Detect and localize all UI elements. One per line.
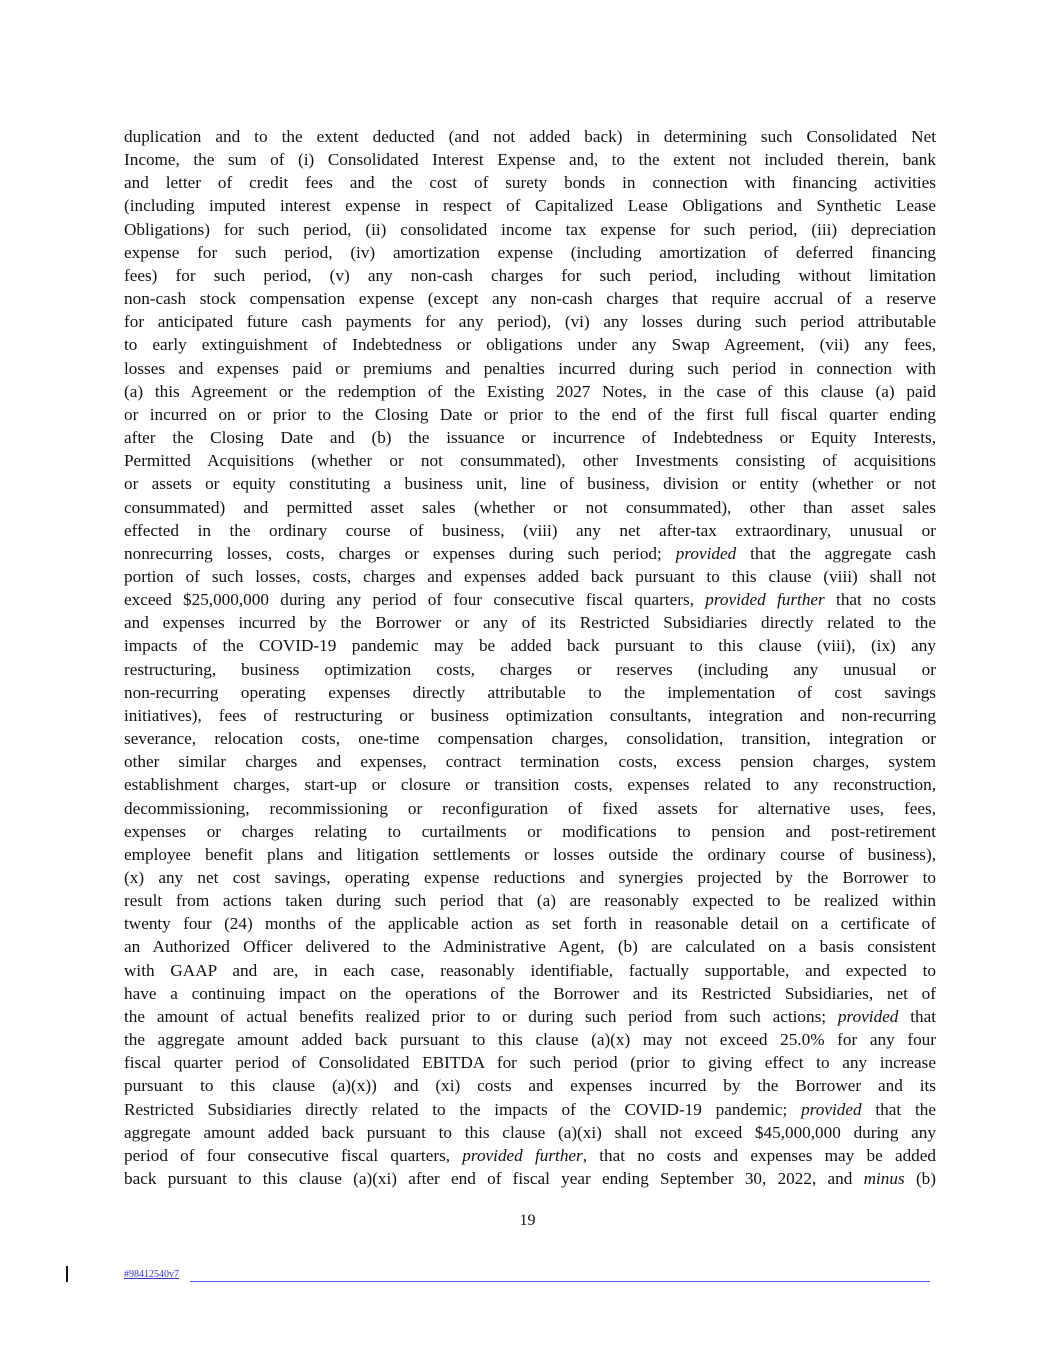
italic-term: provided [801, 1099, 862, 1119]
body-line: or incurred on or prior to the Closing Date or prior to the end of the first full fiscal quarter ending [124, 404, 936, 424]
body-line: (x) any net cost savings, operating expense reductions and synergies projected by the Borrower to [124, 868, 936, 887]
body-line: have a continuing impact on the operations of the Borrower and its Restricted Subsidiaries, net of [124, 983, 936, 1003]
italic-term: provided further [705, 590, 825, 610]
page-number: 19 [519, 1212, 536, 1229]
revision-bar [66, 1266, 68, 1282]
body-line: the amount of actual benefits realized prior to or during such period from such actions; provided that [124, 1006, 936, 1026]
body-line: (a) this Agreement or the redemption of the Existing 2027 Notes, in the case of this clause (a) paid [124, 381, 936, 401]
body-line: restructuring, business optimization costs, charges or reserves (including any unusual or [124, 659, 936, 679]
body-line: fees) for such period, (v) any non-cash charges for such period, including without limitation [124, 265, 936, 285]
body-line: consummated) and permitted asset sales (whether or not consummated), other than asset sales [124, 497, 936, 517]
body-line: effected in the ordinary course of business, (viii) any net after-tax extraordinary, unusual or [124, 520, 936, 540]
italic-term: minus [863, 1169, 905, 1189]
body-line: expenses or charges relating to curtailments or modifications to pension and post-retirement [124, 821, 936, 841]
italic-term: provided further [462, 1145, 583, 1165]
body-line: twenty four (24) months of the applicable action as set forth in reasonable detail on a certificate of [124, 914, 936, 934]
body-line: (including imputed interest expense in respect of Capitalized Lease Obligations and Synthetic Lease [124, 196, 936, 216]
body-line: with GAAP and are, in each case, reasonably identifiable, factually supportable, and expected to [124, 960, 936, 980]
body-line: employee benefit plans and litigation settlements or losses outside the ordinary course of business), [124, 844, 936, 864]
body-line: period of four consecutive fiscal quarters, provided further, that no costs and expenses may be added [124, 1145, 936, 1165]
body-line: back pursuant to this clause (a)(xi) after end of fiscal year ending September 30, 2022, and minus (b) [124, 1169, 936, 1189]
body-line: initiatives), fees of restructuring or business optimization consultants, integration and non-recurring [124, 705, 936, 725]
body-line: an Authorized Officer delivered to the Administrative Agent, (b) are calculated on a basis consistent [124, 937, 936, 957]
body-line: non-recurring operating expenses directly attributable to the implementation of cost savings [124, 682, 936, 702]
body-line: establishment charges, start-up or closure or transition costs, expenses related to any reconstruction, [124, 775, 936, 795]
body-line: Restricted Subsidiaries directly related to the impacts of the COVID-19 pandemic; provided that the [124, 1099, 936, 1119]
document-id-link[interactable]: #98412540v7 [124, 1269, 179, 1280]
body-line: result from actions taken during such period that (a) are reasonably expected to be realized within [124, 891, 936, 911]
body-line: losses and expenses paid or premiums and penalties incurred during such period in connection with [124, 358, 936, 378]
document-body [124, 125, 936, 1190]
italic-term: provided [675, 543, 737, 563]
footer-rule [190, 1281, 930, 1282]
body-line: fiscal quarter period of Consolidated EBITDA for such period (prior to giving effect to any increase [124, 1053, 936, 1073]
body-line: severance, relocation costs, one-time compensation charges, consolidation, transition, integration or [124, 729, 936, 749]
body-line: and expenses incurred by the Borrower or any of its Restricted Subsidiaries directly related to the [124, 613, 936, 633]
body-line: other similar charges and expenses, contract termination costs, excess pension charges, system [124, 752, 936, 772]
body-line: aggregate amount added back pursuant to this clause (a)(xi) shall not exceed $45,000,000 during any [124, 1122, 936, 1142]
body-line: duplication and to the extent deducted (and not added back) in determining such Consolidated Net [124, 127, 936, 146]
body-line: expense for such period, (iv) amortization expense (including amortization of deferred financing [124, 242, 936, 262]
body-line: to early extinguishment of Indebtedness or obligations under any Swap Agreement, (vii) any fees, [124, 335, 936, 355]
body-line: impacts of the COVID-19 pandemic may be added back pursuant to this clause (viii), (ix) any [124, 636, 936, 656]
body-line: nonrecurring losses, costs, charges or expenses during such period; provided that the aggregate cash [124, 543, 936, 563]
body-line: pursuant to this clause (a)(x)) and (xi) costs and expenses incurred by the Borrower and its [124, 1076, 936, 1096]
body-line: non-cash stock compensation expense (except any non-cash charges that require accrual of a reserve [124, 289, 936, 309]
italic-term: provided [837, 1006, 899, 1026]
body-line: Obligations) for such period, (ii) consolidated income tax expense for such period, (iii) depreciation [124, 219, 936, 239]
body-line: and letter of credit fees and the cost of surety bonds in connection with financing activities [124, 173, 936, 193]
body-line: or assets or equity constituting a business unit, line of business, division or entity (whether or not [124, 474, 936, 494]
body-line: exceed $25,000,000 during any period of four consecutive fiscal quarters, provided further that no costs [124, 590, 936, 610]
body-line: after the Closing Date and (b) the issuance or incurrence of Indebtedness or Equity Interests, [124, 428, 936, 448]
body-line: portion of such losses, costs, charges and expenses added back pursuant to this clause (viii) shall not [124, 566, 936, 586]
body-line: decommissioning, recommissioning or reconfiguration of fixed assets for alternative uses, fees, [124, 798, 936, 818]
body-line: Income, the sum of (i) Consolidated Interest Expense and, to the extent not included therein, bank [124, 150, 936, 170]
body-line: Permitted Acquisitions (whether or not consummated), other Investments consisting of acquisitions [124, 451, 936, 471]
body-line: the aggregate amount added back pursuant to this clause (a)(x) may not exceed 25.0% for any four [124, 1030, 936, 1050]
body-line: for anticipated future cash payments for any period), (vi) any losses during such period attributable [124, 312, 936, 332]
